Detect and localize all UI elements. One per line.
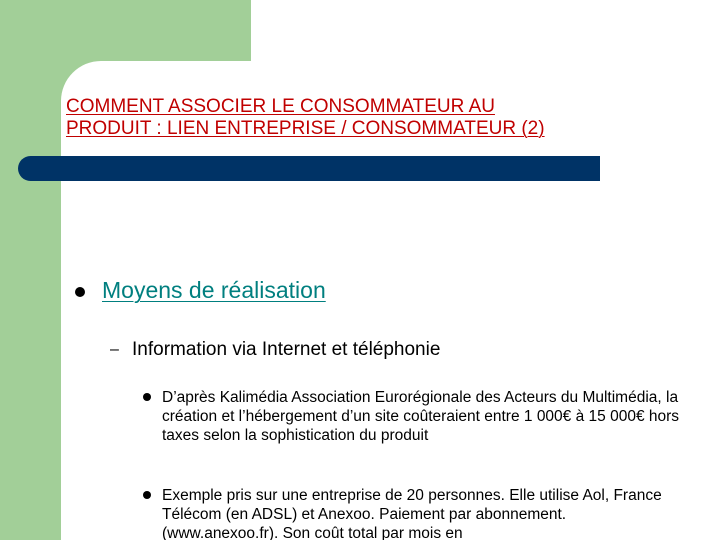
slide-title-line-2: PRODUIT : LIEN ENTREPRISE / CONSOMMATEUR (2) (66, 118, 545, 139)
level2-bullet-text: Information via Internet et téléphonie (132, 339, 441, 360)
level3-bullet-text-2: Exemple pris sur une entreprise de 20 personnes. Elle utilise Aol, France Télécom (en ADSL) et Anexoo. Paiement par abonnement. (www.anexoo.fr). Son coût total par mois en (162, 487, 662, 540)
slide-title-line-1: COMMENT ASSOCIER LE CONSOMMATEUR AU (66, 96, 495, 117)
title-divider-bar (18, 156, 600, 181)
bullet-dot-icon (143, 393, 151, 401)
level3-bullet-text-1: D’après Kalimédia Association Eurorégionale des Acteurs du Multimédia, la création et l’hébergement d’un site coûteraient entre 1 000€ à 15 000€ hors taxes selon la sophistication du produit (162, 389, 680, 444)
slide-title (66, 96, 706, 140)
dash-icon: – (110, 341, 119, 358)
bullet-dot-icon (75, 287, 85, 297)
bullet-dot-icon (143, 491, 151, 499)
level1-bullet-text: Moyens de réalisation (102, 277, 326, 303)
